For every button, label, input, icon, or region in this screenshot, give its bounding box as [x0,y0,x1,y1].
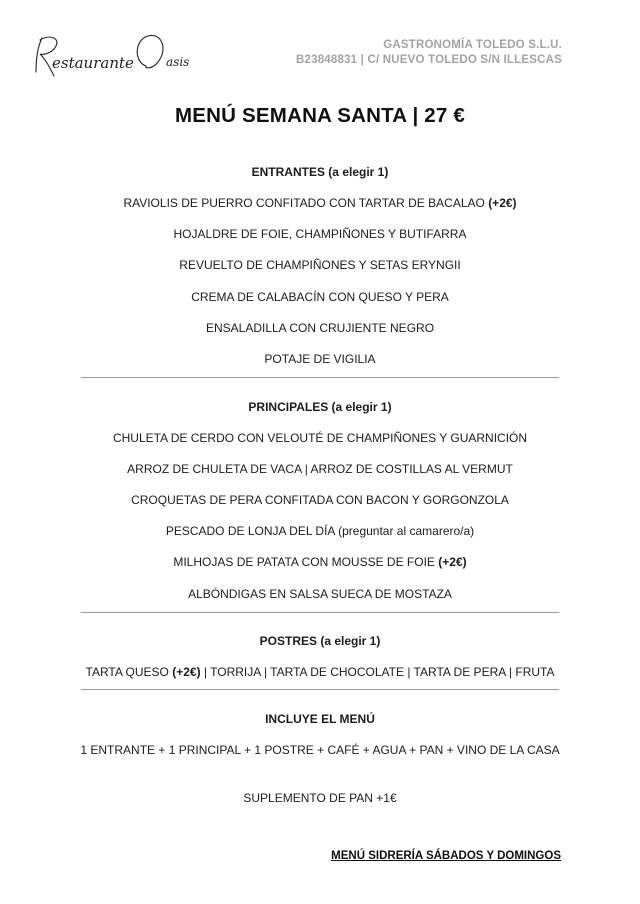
supplement-badge: (+2€) [438,555,467,569]
company-info [296,38,562,68]
principal-item [0,524,640,538]
principal-item: CHULETA DE CERDO CON VELOUTÉ DE CHAMPIÑONES Y GUARNICIÓN [112,431,528,445]
principales-heading: PRINCIPALES (a elegir 1) [248,400,392,414]
supplement-badge: (+2€) [172,665,201,679]
entrante-item: REVUELTO DE CHAMPIÑONES Y SETAS ERYNGII [179,258,461,272]
restaurant-logo-signature [30,28,200,86]
section-divider [81,612,559,613]
svg-text:estaurante: estaurante [52,54,134,72]
sidreria-menu-link[interactable]: MENÚ SIDRERÍA SÁBADOS Y DOMINGOS [331,850,561,862]
entrante-item: ENSALADILLA CON CRUJIENTE NEGRO [205,321,435,335]
principal-item: ARROZ DE CHULETA DE VACA | ARROZ DE COSTILLAS AL VERMUT [127,462,513,476]
section-divider [81,377,559,378]
principal-item: CROQUETAS DE PERA CONFITADA CON BACON Y GORGONZOLA [131,493,509,507]
principal-name: PESCADO DE LONJA DEL DÍA [165,524,335,538]
entrante-item: HOJALDRE DE FOIE, CHAMPIÑONES Y BUTIFARRA [173,227,467,241]
principal-item [0,555,640,569]
incluye-heading: INCLUYE EL MENÚ [265,712,375,726]
svg-text:asis: asis [166,55,190,69]
suplemento-pan: SUPLEMENTO DE PAN +1€ [243,791,397,805]
section-divider [81,689,559,690]
entrante-item [0,196,640,210]
entrante-item: POTAJE DE VIGILIA [264,352,376,366]
supplement-badge: (+2€) [488,196,517,210]
principal-name: MILHOJAS DE PATATA CON MOUSSE DE FOIE [173,555,435,569]
company-name: GASTRONOMÍA TOLEDO S.L.U. [383,39,562,51]
entrante-item: CREMA DE CALABACÍN CON QUESO Y PERA [191,290,449,304]
principal-note: (preguntar al camarero/a) [338,524,475,538]
postre-item: TARTA QUESO [85,665,169,679]
incluye-text: 1 ENTRANTE + 1 PRINCIPAL + 1 POSTRE + CAFÉ + AGUA + PAN + VINO DE LA CASA [80,743,560,757]
page-title: MENÚ SEMANA SANTA | 27 € [175,104,465,127]
postres-heading: POSTRES (a elegir 1) [259,634,381,648]
restaurant-logo [30,28,200,86]
company-address: B23848831 | C/ NUEVO TOLEDO S/N ILLESCAS [296,54,562,66]
entrante-name: RAVIOLIS DE PUERRO CONFITADO CON TARTAR DE BACALAO [123,196,485,210]
postre-items: | TORRIJA | TARTA DE CHOCOLATE | TARTA DE PERA | FRUTA [203,665,555,679]
entrantes-heading: ENTRANTES (a elegir 1) [251,165,389,179]
postres-line [0,665,640,679]
principal-item: ALBÓNDIGAS EN SALSA SUECA DE MOSTAZA [188,587,452,601]
